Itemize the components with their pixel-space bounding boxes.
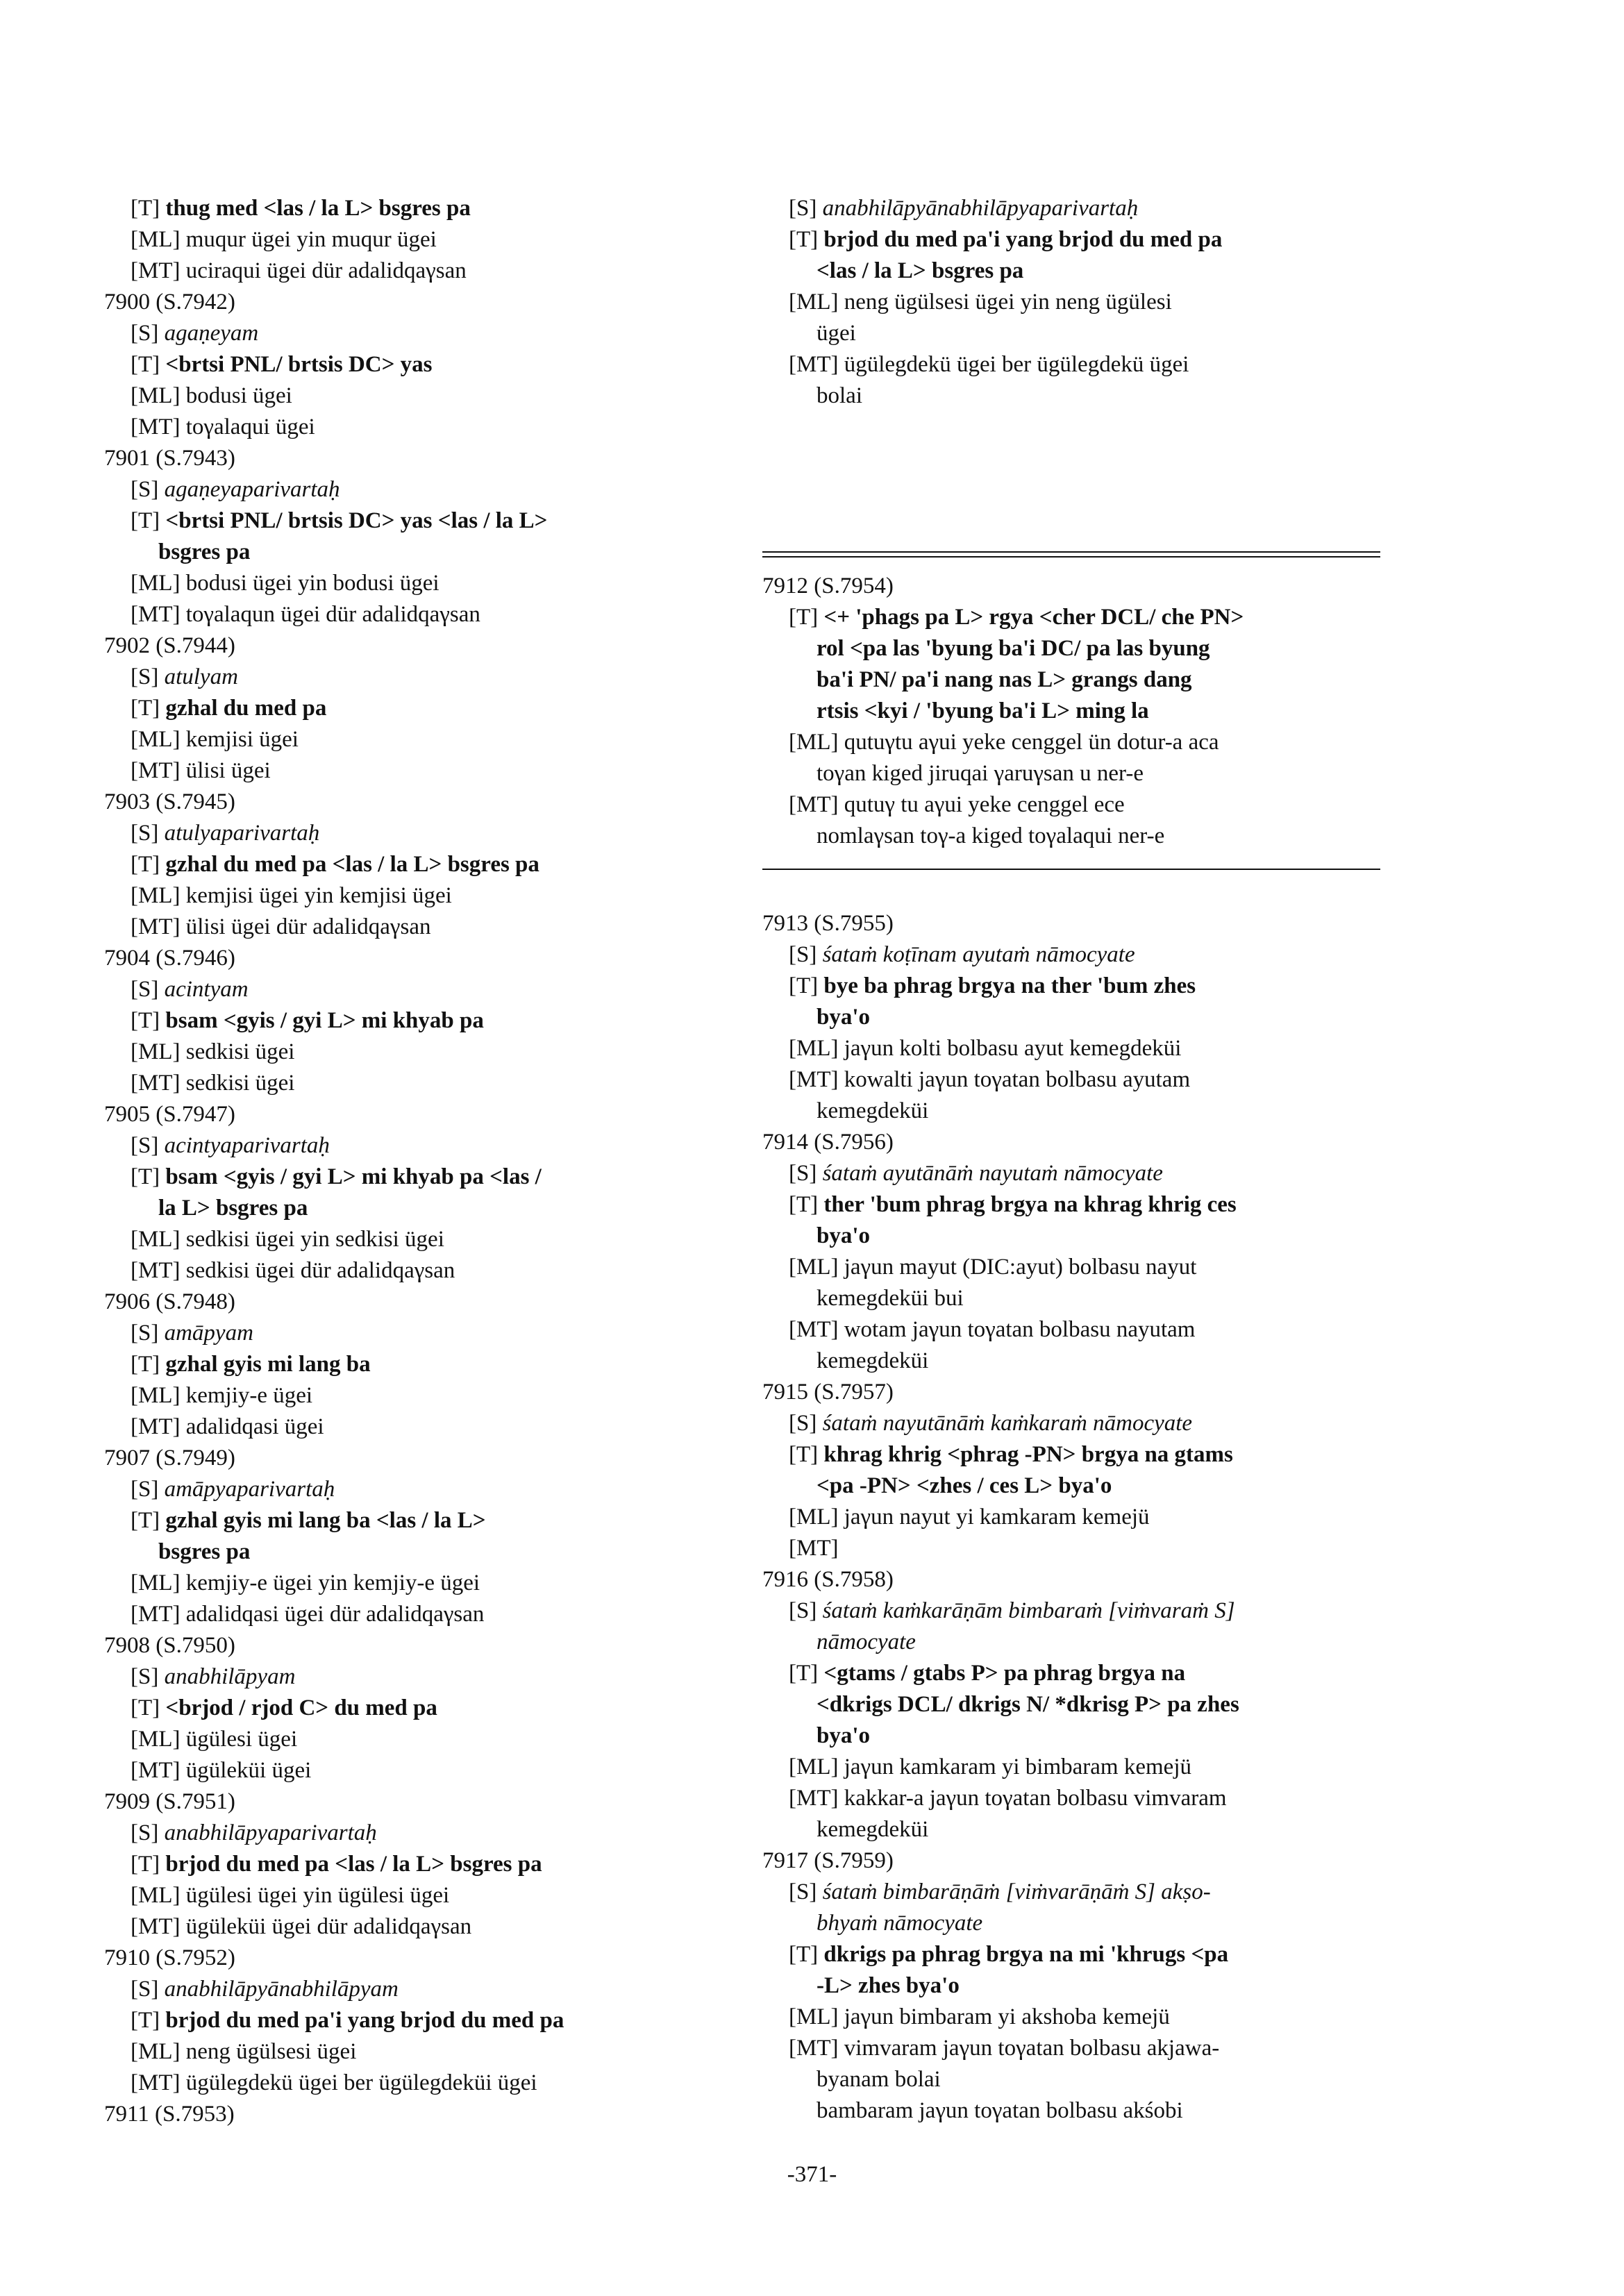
entry-text: 7901 (S.7943) [104, 446, 235, 471]
entry-text: [S] [131, 977, 165, 1002]
entry-text: toγan kiged jiruqai γaruγsan u ner-e [817, 761, 1144, 786]
entry-line [762, 1439, 1415, 1470]
entry-line [104, 880, 722, 912]
entry-line [104, 1911, 722, 1943]
entry-text: 7903 (S.7945) [104, 789, 235, 814]
entry-text: [S] [789, 196, 823, 221]
entry-text: [MT] toγalaqun ügei dür adalidqaγsan [131, 602, 480, 627]
entry-text: 7907 (S.7949) [104, 1446, 235, 1470]
entry-text: 7904 (S.7946) [104, 946, 235, 971]
entry-text: [ML] jaγun mayut (DIC:ayut) bolbasu nayut [789, 1255, 1197, 1280]
entry-text: kemegdeküi [817, 1817, 929, 1842]
entry-text: amāpyam [164, 1321, 253, 1346]
entry-text: <las / la L> bsgres pa [817, 258, 1024, 283]
entry-line [104, 1568, 722, 1599]
entry-line [762, 1346, 1415, 1377]
entry-text: śataṁ kaṁkarāṇām bimbaraṁ [viṁvaraṁ S] [822, 1598, 1235, 1623]
entry-line [762, 1314, 1415, 1346]
entry-line [104, 1849, 722, 1880]
entry-number [762, 908, 1415, 939]
entry-number [104, 630, 722, 662]
entry-text: [T] [789, 1661, 824, 1686]
entry-text: [MT] kowalti jaγun toγatan bolbasu ayutam [789, 1067, 1191, 1092]
entry-text: [ML] bodusi ügei yin bodusi ügei [131, 571, 440, 596]
entry-line [104, 912, 722, 943]
entry-text: kemegdeküi bui [817, 1286, 964, 1311]
entry-text: bsam <gyis / gyi L> mi khyab pa [165, 1008, 484, 1033]
entry-text: [MT] kakkar-a jaγun toγatan bolbasu vimvaram [789, 1786, 1227, 1811]
entry-line [762, 1502, 1415, 1533]
entry-text: [ML] kemjiy-e ügei yin kemjiy-e ügei [131, 1570, 480, 1595]
entry-text: [T] [131, 1008, 166, 1033]
entry-text: [S] [131, 1820, 165, 1845]
entry-text: <brtsi PNL/ brtsis DC> yas [165, 352, 433, 377]
entry-line [104, 1162, 722, 1193]
entry-text: [ML] sedkisi ügei yin sedkisi ügei [131, 1227, 444, 1252]
entry-number [104, 943, 722, 974]
entry-text: agaṇeyam [164, 321, 259, 346]
entry-text: [S] [131, 321, 165, 346]
entry-line [104, 537, 722, 568]
entry-text: bsgres pa [158, 539, 251, 564]
entry-line [104, 1693, 722, 1724]
entry-line [762, 1096, 1415, 1127]
entry-line [104, 599, 722, 630]
entry-text: bhyaṁ nāmocyate [817, 1911, 983, 1936]
entry-text: rtsis <kyi / 'byung ba'i L> ming la [817, 698, 1149, 723]
entry-text: acintyaparivartaḥ [164, 1133, 330, 1158]
entry-text: 7905 (S.7947) [104, 1102, 235, 1127]
entry-text: [MT] adalidqasi ügei [131, 1414, 324, 1439]
entry-line [762, 1033, 1415, 1064]
entry-text: brjod du med pa'i yang brjod du med pa [823, 227, 1223, 252]
entry-line [104, 1536, 722, 1568]
entry-text: gzhal gyis mi lang ba [165, 1352, 371, 1377]
entry-text: [MT] ügüleküi ügei [131, 1758, 312, 1783]
entry-text: nāmocyate [817, 1629, 916, 1654]
entry-line [762, 1221, 1415, 1252]
entry-text: [MT] vimvaram jaγun toγatan bolbasu akjawa- [789, 2036, 1220, 2061]
entry-line [104, 974, 722, 1005]
entry-text: [MT] uciraqui ügei dür adalidqaγsan [131, 258, 467, 283]
entry-line [104, 724, 722, 755]
entry-line [762, 255, 1415, 287]
entry-line [104, 380, 722, 412]
entry-text: <brtsi PNL/ brtsis DC> yas <las / la L> [165, 508, 548, 533]
left-column [104, 193, 722, 2130]
entry-text: [ML] kemjiy-e ügei [131, 1383, 313, 1408]
entry-text: [T] [131, 352, 166, 377]
entry-line [104, 2005, 722, 2036]
entry-text: [T] [131, 1508, 166, 1533]
entry-text: ba'i PN/ pa'i nang nas L> grangs dang [817, 667, 1192, 692]
entry-text: [ML] jaγun bimbaram yi akshoba kemejü [789, 2004, 1170, 2029]
entry-text: bsgres pa [158, 1539, 251, 1564]
entry-line [104, 1224, 722, 1255]
entry-line [762, 1064, 1415, 1096]
entry-text: [S] [789, 1879, 823, 1904]
entry-line [762, 1939, 1415, 1970]
entry-text: bya'o [817, 1005, 871, 1030]
entry-line [762, 602, 1415, 633]
entry-line [762, 633, 1415, 664]
entry-text: [T] [131, 1852, 166, 1877]
entry-number [104, 1443, 722, 1474]
entry-text: [ML] bodusi ügei [131, 383, 292, 408]
entry-text: 7917 (S.7959) [762, 1848, 894, 1873]
entry-line [762, 1283, 1415, 1314]
entry-text: 7906 (S.7948) [104, 1289, 235, 1314]
right-column-entries-b [762, 571, 1415, 852]
entry-text: [MT] ügülegdekü ügei ber ügülegdekü ügei [789, 352, 1189, 377]
entry-text: [MT] ügüleküi ügei dür adalidqaγsan [131, 1914, 472, 1939]
entry-line [104, 1318, 722, 1349]
entry-text: [T] [131, 196, 166, 221]
entry-line [762, 1533, 1415, 1564]
entry-text: [T] [131, 852, 166, 877]
entry-text: [ML] kemjisi ügei [131, 727, 299, 752]
entry-text: [T] [789, 1192, 824, 1217]
entry-line [762, 318, 1415, 349]
entry-line [104, 1724, 722, 1755]
entry-line [104, 1505, 722, 1536]
entry-text: bya'o [817, 1723, 871, 1748]
entry-line [762, 2002, 1415, 2033]
entry-line [762, 789, 1415, 821]
entry-text: gzhal gyis mi lang ba <las / la L> [165, 1508, 486, 1533]
entry-text: [ML] sedkisi ügei [131, 1039, 295, 1064]
entry-text: bya'o [817, 1223, 871, 1248]
entry-line [762, 727, 1415, 758]
entry-line [762, 1752, 1415, 1783]
entry-line [762, 2095, 1415, 2127]
entry-text: [S] [131, 1321, 165, 1346]
entry-text: amāpyaparivartaḥ [164, 1477, 335, 1502]
entry-line [104, 1974, 722, 2005]
entry-line [762, 1689, 1415, 1720]
entry-text: [T] [789, 1442, 824, 1467]
entry-number [104, 443, 722, 474]
entry-line [104, 1193, 722, 1224]
entry-number [104, 1943, 722, 1974]
entry-line [104, 193, 722, 224]
entry-line [104, 662, 722, 693]
entry-line [104, 1380, 722, 1411]
entry-line [762, 821, 1415, 852]
entry-line [762, 1814, 1415, 1845]
entry-text: [S] [131, 477, 165, 502]
entry-text: [ML] jaγun kamkaram yi bimbaram kemejü [789, 1754, 1191, 1779]
entry-text: anabhilāpyānabhilāpyam [164, 1977, 399, 2002]
entry-line [104, 2068, 722, 2099]
entry-line [762, 287, 1415, 318]
entry-text: [T] [131, 1695, 166, 1720]
entry-text: śataṁ bimbarāṇāṁ [viṁvarāṇāṁ S] akṣo- [822, 1879, 1211, 1904]
entry-line [762, 2064, 1415, 2095]
entry-text: 7914 (S.7956) [762, 1130, 894, 1155]
entry-text: ther 'bum phrag brgya na khrag khrig ces [823, 1192, 1237, 1217]
entry-text: [S] [789, 1598, 823, 1623]
entry-line [104, 412, 722, 443]
entry-text: 7915 (S.7957) [762, 1380, 894, 1405]
entry-text: rol <pa las 'byung ba'i DC/ pa las byung [817, 636, 1210, 661]
entry-text: śataṁ ayutānāṁ nayutaṁ nāmocyate [822, 1161, 1163, 1186]
entry-line [104, 1255, 722, 1287]
entry-line [762, 1252, 1415, 1283]
entry-text: [T] [789, 1942, 824, 1967]
entry-line [104, 1037, 722, 1068]
entry-text: atulyam [164, 664, 238, 689]
entry-text: [MT] adalidqasi ügei dür adalidqaγsan [131, 1602, 485, 1627]
entry-text: khrag khrig <phrag -PN> brgya na gtams [823, 1442, 1233, 1467]
entry-text: [T] [131, 508, 166, 533]
entry-text: 7909 (S.7951) [104, 1789, 235, 1814]
entry-number [104, 1287, 722, 1318]
entry-number [762, 1377, 1415, 1408]
entry-number [104, 787, 722, 818]
entry-text: [S] [131, 821, 165, 846]
entry-text: ügei [817, 321, 856, 346]
entry-line [762, 1627, 1415, 1658]
right-column-entries-c [762, 908, 1415, 2127]
separator-rule-top-inner [762, 556, 1380, 558]
entry-text: [S] [131, 664, 165, 689]
entry-text: [T] [789, 605, 824, 630]
entry-text: [S] [789, 1411, 823, 1436]
entry-text: -L> zhes bya'o [817, 1973, 960, 1998]
entry-line [762, 939, 1415, 971]
entry-text: [ML] jaγun kolti bolbasu ayut kemegdeküi [789, 1036, 1182, 1061]
entry-number [104, 1786, 722, 1818]
entry-line [104, 1411, 722, 1443]
entry-text: [MT] ülisi ügei dür adalidqaγsan [131, 914, 431, 939]
entry-line [762, 1470, 1415, 1502]
entry-line [104, 255, 722, 287]
entry-text: bye ba phrag brgya na ther 'bum zhes [823, 973, 1196, 998]
entry-text: śataṁ koṭīnam ayutaṁ nāmocyate [822, 942, 1135, 967]
entry-text: [ML] jaγun nayut yi kamkaram kemejü [789, 1505, 1150, 1530]
entry-line [104, 568, 722, 599]
entry-line [104, 693, 722, 724]
entry-text: <dkrigs DCL/ dkrigs N/ *dkrisg P> pa zhes [817, 1692, 1239, 1717]
entry-text: gzhal du med pa <las / la L> bsgres pa [165, 852, 539, 877]
entry-number [762, 1127, 1415, 1158]
entry-line [762, 193, 1415, 224]
entry-line [104, 1661, 722, 1693]
entry-text: [S] [131, 1664, 165, 1689]
entry-line [762, 1783, 1415, 1814]
entry-text: [MT] ülisi ügei [131, 758, 271, 783]
entry-text: [S] [131, 1477, 165, 1502]
entry-line [104, 1818, 722, 1849]
entry-text: [S] [789, 1161, 823, 1186]
entry-text: [MT] sedkisi ügei [131, 1071, 295, 1096]
entry-text: [S] [131, 1133, 165, 1158]
entry-text: la L> bsgres pa [158, 1196, 308, 1221]
entry-text: [MT] qutuγ tu aγui yeke cenggel ece [789, 792, 1125, 817]
entry-text: [S] [131, 1977, 165, 2002]
entry-line [762, 1908, 1415, 1939]
entry-text: [MT] ügülegdekü ügei ber ügülegdeküi ügei [131, 2070, 537, 2095]
entry-line [104, 1005, 722, 1037]
entry-number [104, 287, 722, 318]
entry-text: [ML] neng ügülsesi ügei yin neng ügülesi [789, 290, 1172, 315]
entry-line [762, 2033, 1415, 2064]
entry-text: bolai [817, 383, 862, 408]
entry-text: [MT] [789, 1536, 839, 1561]
entry-line [104, 1755, 722, 1786]
entry-text: śataṁ nayutānāṁ kaṁkaraṁ nāmocyate [822, 1411, 1193, 1436]
right-column [762, 193, 1415, 412]
entry-number [104, 1099, 722, 1130]
entry-line [762, 1970, 1415, 2002]
entry-line [762, 758, 1415, 789]
entry-text: brjod du med pa <las / la L> bsgres pa [165, 1852, 542, 1877]
entry-line [104, 818, 722, 849]
entry-text: kemegdeküi [817, 1098, 929, 1123]
page-number: -371- [787, 2162, 837, 2187]
entry-text: dkrigs pa phrag brgya na mi 'khrugs <pa [823, 1942, 1229, 1967]
entry-text: <pa -PN> <zhes / ces L> bya'o [817, 1473, 1112, 1498]
entry-text: [MT] toγalaqui ügei [131, 414, 315, 439]
entry-text: 7911 (S.7953) [104, 2102, 235, 2127]
entry-text: anabhilāpyam [164, 1664, 296, 1689]
entry-text: [ML] qutuγtu aγui yeke cenggel ün dotur-a aca [789, 730, 1219, 755]
separator-rule-bottom [762, 869, 1380, 870]
entry-text: [MT] wotam jaγun toγatan bolbasu nayutam [789, 1317, 1196, 1342]
entry-line [104, 349, 722, 380]
entry-text: [T] [131, 696, 166, 721]
entry-text: atulyaparivartaḥ [164, 821, 320, 846]
entry-line [762, 1408, 1415, 1439]
entry-text: brjod du med pa'i yang brjod du med pa [165, 2008, 564, 2033]
entry-text: 7913 (S.7955) [762, 911, 894, 936]
entry-text: anabhilāpyānabhilāpyaparivartaḥ [822, 196, 1139, 221]
entry-text: 7902 (S.7944) [104, 633, 235, 658]
entry-text: <brjod / rjod C> du med pa [165, 1695, 437, 1720]
right-column-entries-a [762, 193, 1415, 412]
entry-text: kemegdeküi [817, 1348, 929, 1373]
entry-text: 7916 (S.7958) [762, 1567, 894, 1592]
entry-text: 7912 (S.7954) [762, 573, 894, 598]
entry-text: [ML] ügülesi ügei yin ügülesi ügei [131, 1883, 450, 1908]
entry-line [104, 505, 722, 537]
entry-line [762, 664, 1415, 696]
entry-line [762, 349, 1415, 380]
entry-line [104, 1349, 722, 1380]
entry-text: [T] [131, 1352, 166, 1377]
entry-text: [ML] ügülesi ügei [131, 1727, 298, 1752]
entry-text: byanam bolai [817, 2067, 941, 2092]
entry-line [104, 1068, 722, 1099]
entry-text: [ML] neng ügülsesi ügei [131, 2039, 357, 2064]
entry-line [104, 849, 722, 880]
entry-line [762, 1658, 1415, 1689]
entry-text: [ML] kemjisi ügei yin kemjisi ügei [131, 883, 452, 908]
entry-text: 7900 (S.7942) [104, 290, 235, 315]
separator-rule-top [762, 551, 1380, 553]
entry-line [762, 696, 1415, 727]
entry-line [762, 1720, 1415, 1752]
entry-line [104, 318, 722, 349]
entry-text: acintyam [164, 977, 249, 1002]
entry-number [104, 2099, 722, 2130]
entry-text: [T] [789, 973, 824, 998]
entry-line [762, 1002, 1415, 1033]
entry-number [762, 1564, 1415, 1595]
entry-text: gzhal du med pa [165, 696, 327, 721]
entry-line [762, 1877, 1415, 1908]
entry-text: [MT] sedkisi ügei dür adalidqaγsan [131, 1258, 455, 1283]
entry-text: <gtams / gtabs P> pa phrag brgya na [823, 1661, 1186, 1686]
entry-text: <+ 'phags pa L> rgya <cher DCL/ che PN> [823, 605, 1244, 630]
entry-line [104, 224, 722, 255]
entry-line [762, 1158, 1415, 1189]
entry-text: [T] [131, 1164, 166, 1189]
entry-text: bambaram jaγun toγatan bolbasu akśobi [817, 2098, 1183, 2123]
entry-line [104, 755, 722, 787]
entry-line [762, 971, 1415, 1002]
entry-line [104, 1474, 722, 1505]
entry-text: [T] [789, 227, 824, 252]
entry-text: [S] [789, 942, 823, 967]
entry-line [762, 1189, 1415, 1221]
entry-line [104, 474, 722, 505]
entry-text: 7910 (S.7952) [104, 1945, 235, 1970]
entry-line [104, 1599, 722, 1630]
entry-text: 7908 (S.7950) [104, 1633, 235, 1658]
entry-number [762, 1845, 1415, 1877]
entry-text: thug med <las / la L> bsgres pa [165, 196, 471, 221]
entry-number [762, 571, 1415, 602]
entry-line [762, 380, 1415, 412]
entry-line [104, 1880, 722, 1911]
entry-line [762, 1595, 1415, 1627]
entry-text: nomlaγsan toγ-a kiged toγalaqui ner-e [817, 823, 1165, 848]
entry-text: [T] [131, 2008, 166, 2033]
entry-text: anabhilāpyaparivartaḥ [164, 1820, 377, 1845]
entry-line [762, 224, 1415, 255]
entry-text: agaṇeyaparivartaḥ [164, 477, 340, 502]
entry-line [104, 2036, 722, 2068]
entry-line [104, 1130, 722, 1162]
entry-text: bsam <gyis / gyi L> mi khyab pa <las / [165, 1164, 542, 1189]
entry-text: [ML] muqur ügei yin muqur ügei [131, 227, 437, 252]
entry-number [104, 1630, 722, 1661]
